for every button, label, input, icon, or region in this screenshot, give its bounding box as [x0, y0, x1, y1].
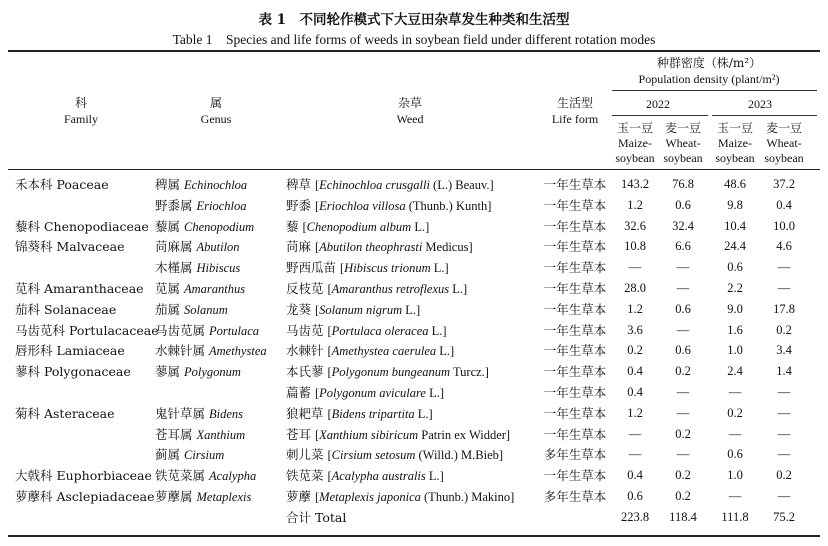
density-value: — — [777, 447, 791, 462]
total-value: 223.8 — [620, 509, 650, 524]
genus-zh: 藜属 — [155, 218, 181, 234]
weed-cell — [286, 468, 444, 484]
genus-latin: Chenopodium — [184, 219, 255, 234]
weed-cell — [286, 302, 420, 318]
weed-cell — [286, 447, 503, 463]
weed-zh: 刺儿菜 — [286, 447, 324, 463]
weed-zh: 水棘针 — [286, 343, 324, 359]
density-value: — — [777, 260, 791, 275]
density-value: 10.0 — [773, 218, 795, 233]
weed-authority: L.] — [430, 261, 449, 276]
genus-zh: 蓟属 — [155, 447, 181, 463]
weed-zh: 野黍 — [286, 197, 312, 213]
header-2023-mode2-en2: soybean — [764, 151, 804, 165]
weed-zh: 萹蓄 — [286, 385, 312, 400]
density-value: 10.4 — [724, 218, 746, 233]
density-value: 76.8 — [672, 177, 694, 191]
density-value: 6.6 — [675, 239, 691, 254]
density-value: 3.6 — [627, 322, 643, 337]
density-value: — — [676, 405, 690, 420]
weed-latin: Abutilon theophrasti — [319, 240, 423, 255]
weed-latin: Eriochloa villosa — [319, 198, 406, 213]
density-value: 0.2 — [675, 364, 691, 379]
weed-latin: Bidens tripartita — [331, 406, 415, 421]
header-family-zh: 科 — [74, 96, 88, 110]
genus-latin: Hibiscus — [196, 261, 241, 276]
genus-zh: 稗属 — [155, 177, 181, 192]
genus-cell — [155, 447, 224, 463]
genus-zh: 苋属 — [155, 281, 181, 296]
genus-latin: Polygonum — [184, 365, 241, 380]
genus-latin: Metaplexis — [196, 490, 252, 504]
density-value: 32.4 — [672, 218, 694, 233]
header-year-2023: 2023 — [748, 97, 772, 111]
family-cell: 马齿苋科 Portulacaceae — [15, 322, 159, 338]
genus-zh: 木槿属 — [155, 260, 193, 276]
weed-bracket-open: [ — [327, 365, 332, 380]
life-form-cell: 一年生草本 — [543, 260, 607, 276]
weed-zh: 反枝苋 — [286, 281, 324, 296]
genus-zh: 铁苋菜属 — [155, 468, 206, 484]
weed-bracket-open: [ — [327, 406, 332, 421]
life-form-cell: 多年生草本 — [543, 489, 607, 504]
year-2023-sub-rule — [712, 115, 817, 116]
weed-cell — [286, 427, 510, 443]
density-value: — — [628, 426, 642, 441]
weed-cell — [286, 281, 467, 297]
genus-zh: 萝藦属 — [155, 489, 193, 504]
weed-bracket-open: [ — [327, 469, 332, 484]
density-value: 24.4 — [724, 239, 746, 254]
weed-authority: (Thunb.) Kunth] — [405, 198, 492, 213]
year-2022-sub-rule — [612, 115, 708, 116]
weed-cell — [286, 260, 449, 276]
density-value: 1.0 — [727, 343, 743, 358]
weed-latin: Polygonum bungeanum — [331, 365, 451, 380]
genus-latin: Acalypha — [209, 469, 257, 484]
header-2023-mode2-zh: 麦一豆 — [765, 121, 803, 135]
density-value: 10.8 — [624, 239, 646, 254]
family-cell: 锦葵科 Malvaceae — [15, 239, 125, 255]
table-caption-en: Table 1 Species and life forms of weeds in soybean field under different rotation modes — [172, 32, 656, 47]
header-2023-mode1-zh: 玉一豆 — [716, 121, 754, 135]
weed-bracket-open: [ — [315, 198, 320, 213]
weed-cell — [286, 323, 447, 339]
density-value: 0.6 — [675, 343, 691, 358]
density-value: 1.2 — [627, 197, 643, 212]
genus-zh: 野黍属 — [155, 197, 193, 213]
density-value: — — [777, 489, 791, 503]
life-form-cell: 一年生草本 — [543, 177, 607, 192]
weed-latin: Polygonum aviculare — [319, 386, 426, 400]
genus-zh: 苘麻属 — [155, 239, 193, 255]
weed-zh: 苘麻 — [286, 239, 312, 255]
weed-zh: 铁苋菜 — [286, 468, 324, 484]
header-life-en: Life form — [551, 112, 599, 126]
weed-authority: L.] — [436, 344, 455, 359]
header-2022-mode1-zh: 玉一豆 — [616, 121, 654, 135]
header-year-2022: 2022 — [646, 97, 670, 111]
life-form-cell: 一年生草本 — [543, 281, 607, 296]
life-form-cell: 一年生草本 — [543, 468, 607, 484]
density-value: — — [777, 281, 791, 295]
weed-bracket-open: [ — [327, 282, 332, 296]
density-value: 0.4 — [627, 364, 643, 379]
genus-zh: 茄属 — [155, 301, 181, 317]
density-value: 0.6 — [727, 447, 743, 462]
bottom-rule — [8, 535, 820, 537]
weed-bracket-open: [ — [315, 178, 320, 192]
weed-authority: L.] — [425, 469, 444, 484]
header-genus-zh: 属 — [209, 96, 223, 110]
weed-cell — [286, 239, 473, 255]
weed-zh: 马齿苋 — [286, 322, 324, 338]
weed-cell — [286, 406, 433, 422]
density-value: — — [728, 426, 742, 441]
table-caption-zh: 表 1 不同轮作模式下大豆田杂草发生种类和生活型 — [258, 12, 570, 28]
weed-cell — [286, 219, 429, 235]
weed-authority: L.] — [428, 323, 447, 338]
genus-cell — [155, 198, 247, 214]
weed-zh: 藜 — [286, 218, 299, 234]
weed-bracket-open: [ — [340, 261, 345, 276]
density-value: 1.0 — [727, 468, 743, 483]
top-rule — [8, 50, 820, 52]
density-value: 0.2 — [776, 468, 792, 483]
density-value: 143.2 — [620, 177, 650, 191]
weed-latin: Echinochloa crusgalli — [319, 178, 430, 192]
weed-authority: L.] — [414, 406, 433, 421]
genus-latin: Xanthium — [196, 427, 246, 442]
weed-bracket-open: [ — [327, 448, 332, 463]
genus-latin: Amaranthus — [184, 282, 246, 296]
density-value: — — [628, 260, 642, 275]
weed-zh: 本氏蓼 — [286, 364, 324, 380]
total-value: 75.2 — [773, 509, 795, 524]
density-value: 37.2 — [773, 177, 795, 191]
family-cell: 茄科 Solanaceae — [15, 301, 117, 317]
density-value: — — [676, 385, 690, 399]
weed-latin: Solanum nigrum — [319, 302, 403, 317]
life-form-cell: 一年生草本 — [543, 343, 607, 359]
genus-zh: 鬼针草属 — [155, 405, 206, 421]
density-value: 0.2 — [776, 322, 792, 337]
header-density-en: Population density (plant/m²) — [638, 72, 780, 86]
density-value: 0.4 — [627, 385, 643, 399]
genus-cell — [155, 323, 259, 339]
header-2023-mode1-en2: soybean — [715, 151, 755, 165]
genus-zh: 苍耳属 — [155, 426, 193, 442]
header-density-zh: 种群密度（株/m²） — [656, 56, 762, 70]
genus-cell — [155, 343, 267, 359]
header-weed-zh: 杂草 — [397, 96, 423, 110]
density-value: 9.0 — [727, 301, 743, 316]
genus-latin: Solanum — [184, 302, 228, 317]
family-cell: 禾本科 Poaceae — [15, 177, 109, 192]
density-value: 0.2 — [627, 343, 643, 358]
weed-bracket-open: [ — [315, 427, 320, 442]
density-value: 4.6 — [776, 239, 792, 254]
density-value: 28.0 — [624, 281, 646, 295]
genus-latin: Amethystea — [209, 344, 267, 359]
family-cell: 藜科 Chenopodiaceae — [15, 218, 149, 234]
family-cell: 苋科 Amaranthaceae — [15, 281, 144, 296]
genus-cell — [155, 260, 240, 276]
genus-cell — [155, 406, 243, 422]
genus-cell — [155, 489, 251, 505]
life-form-cell: 一年生草本 — [543, 426, 607, 442]
genus-cell — [155, 281, 245, 297]
weed-authority: (Thunb.) Makino] — [420, 490, 515, 504]
weed-bracket-open: [ — [327, 323, 332, 338]
header-genus-en: Genus — [200, 112, 232, 126]
weed-authority: (L.) Beauv.] — [429, 178, 494, 192]
density-value: — — [676, 281, 690, 295]
weed-zh: 狼耙草 — [286, 405, 324, 421]
density-value: 48.6 — [724, 177, 746, 191]
family-cell: 大戟科 Euphorbiaceae — [15, 468, 152, 484]
weed-bracket-open: [ — [327, 344, 332, 359]
weed-cell — [286, 198, 491, 214]
density-value: — — [676, 447, 690, 462]
life-form-cell: 一年生草本 — [543, 218, 607, 234]
weed-cell — [286, 177, 494, 193]
density-value: 0.6 — [727, 260, 743, 275]
genus-latin: Bidens — [209, 406, 244, 421]
genus-cell — [155, 427, 245, 443]
weed-cell — [286, 489, 514, 505]
family-cell: 蓼科 Polygonaceae — [15, 364, 131, 380]
genus-latin: Cirsium — [184, 448, 225, 463]
weed-latin: Cirsium setosum — [331, 448, 416, 463]
weed-bracket-open: [ — [302, 219, 307, 234]
total-value: 118.4 — [669, 509, 697, 524]
density-value: 0.2 — [727, 405, 743, 420]
density-value: 0.4 — [627, 468, 643, 483]
density-value: 1.2 — [627, 405, 643, 420]
life-form-cell: 一年生草本 — [543, 405, 607, 421]
genus-cell — [155, 302, 228, 318]
density-value: 0.6 — [627, 489, 643, 503]
weed-cell — [286, 364, 489, 380]
density-value: 2.4 — [727, 364, 743, 379]
density-value: 9.8 — [727, 197, 743, 212]
genus-latin: Portulaca — [209, 323, 259, 338]
density-value: 0.6 — [675, 197, 691, 212]
life-form-cell: 多年生草本 — [543, 447, 607, 463]
header-2022-mode2-en1: Wheat- — [665, 136, 701, 150]
weed-zh: 稗草 — [286, 177, 312, 192]
genus-latin: Eriochloa — [196, 198, 247, 213]
life-form-cell: 一年生草本 — [543, 322, 607, 338]
header-2022-mode2-zh: 麦一豆 — [664, 121, 702, 135]
density-value: 0.2 — [675, 426, 691, 441]
life-form-cell: 一年生草本 — [543, 385, 607, 400]
genus-zh: 蓼属 — [155, 364, 181, 380]
genus-cell — [155, 239, 240, 255]
weed-authority: Turcz.] — [450, 365, 489, 380]
weed-bracket-open: [ — [315, 240, 320, 255]
weed-latin: Metaplexis japonica — [319, 490, 421, 504]
weed-zh: 野西瓜苗 — [286, 260, 337, 276]
weed-zh: 龙葵 — [286, 301, 312, 317]
density-value: — — [728, 385, 742, 399]
life-form-cell: 一年生草本 — [543, 364, 607, 380]
density-value: — — [777, 405, 791, 420]
density-value: 17.8 — [773, 301, 795, 316]
density-value: 1.4 — [776, 364, 792, 379]
life-form-cell: 一年生草本 — [543, 239, 607, 255]
weed-authority: Medicus] — [422, 240, 473, 255]
weed-latin: Hibiscus trionum — [344, 261, 431, 276]
family-cell: 唇形科 Lamiaceae — [15, 343, 125, 359]
genus-latin: Abutilon — [196, 240, 240, 255]
weed-zh: 萝藦 — [286, 489, 312, 504]
total-value: 111.8 — [721, 509, 749, 524]
header-weed-en: Weed — [396, 112, 424, 126]
density-value: — — [777, 385, 791, 399]
family-cell: 菊科 Asteraceae — [15, 405, 115, 421]
header-2022-mode1-en1: Maize- — [618, 136, 652, 150]
density-value: — — [676, 260, 690, 275]
weed-latin: Xanthium sibiricum — [319, 427, 419, 442]
weed-cell — [286, 385, 444, 401]
weed-latin: Chenopodium album — [306, 219, 412, 234]
weed-cell — [286, 343, 454, 359]
genus-cell — [155, 177, 247, 193]
genus-zh: 水棘针属 — [155, 343, 206, 359]
weed-bracket-open: [ — [315, 386, 320, 400]
density-value: 1.6 — [727, 322, 743, 337]
density-value: 0.2 — [675, 489, 691, 503]
genus-latin: Echinochloa — [184, 178, 248, 192]
density-value: — — [628, 447, 642, 462]
weed-zh: 苍耳 — [286, 426, 312, 442]
density-value: — — [777, 426, 791, 441]
density-value: — — [728, 489, 742, 503]
weed-latin: Acalypha australis — [331, 469, 426, 484]
density-value: 32.6 — [624, 218, 646, 233]
density-value: 2.2 — [727, 281, 743, 295]
weed-bracket-open: [ — [315, 302, 320, 317]
genus-cell — [155, 364, 241, 380]
density-value: 0.4 — [776, 197, 792, 212]
density-value: 1.2 — [627, 301, 643, 316]
density-value: 0.2 — [675, 468, 691, 483]
header-2023-mode2-en1: Wheat- — [766, 136, 802, 150]
life-form-cell: 一年生草本 — [543, 197, 607, 213]
life-form-cell: 一年生草本 — [543, 301, 607, 317]
weed-authority: L.] — [402, 302, 421, 317]
header-2023-mode1-en1: Maize- — [718, 136, 752, 150]
weed-latin: Amaranthus retroflexus — [331, 282, 450, 296]
weed-latin: Portulaca oleracea — [331, 323, 429, 338]
density-value: 0.6 — [675, 301, 691, 316]
density-sub-rule — [612, 90, 817, 91]
genus-zh: 马齿苋属 — [155, 322, 206, 338]
weed-authority: Patrin ex Widder] — [418, 427, 511, 442]
genus-cell — [155, 219, 254, 235]
header-life-zh: 生活型 — [556, 96, 594, 110]
weed-authority: L.] — [449, 282, 468, 296]
weed-authority: L.] — [411, 219, 430, 234]
header-2022-mode1-en2: soybean — [615, 151, 655, 165]
density-value: — — [676, 322, 690, 337]
header-rule — [8, 169, 820, 170]
weed-bracket-open: [ — [315, 490, 320, 504]
density-value: 3.4 — [776, 343, 792, 358]
header-2022-mode2-en2: soybean — [663, 151, 703, 165]
total-label: 合计 Total — [286, 509, 347, 525]
genus-cell — [155, 468, 256, 484]
weed-latin: Amethystea caerulea — [331, 344, 437, 359]
family-cell: 萝藦科 Asclepiadaceae — [15, 489, 155, 504]
header-family-en: Family — [63, 112, 99, 126]
weed-authority: L.] — [425, 386, 445, 400]
weed-authority: (Willd.) M.Bieb] — [415, 448, 504, 463]
